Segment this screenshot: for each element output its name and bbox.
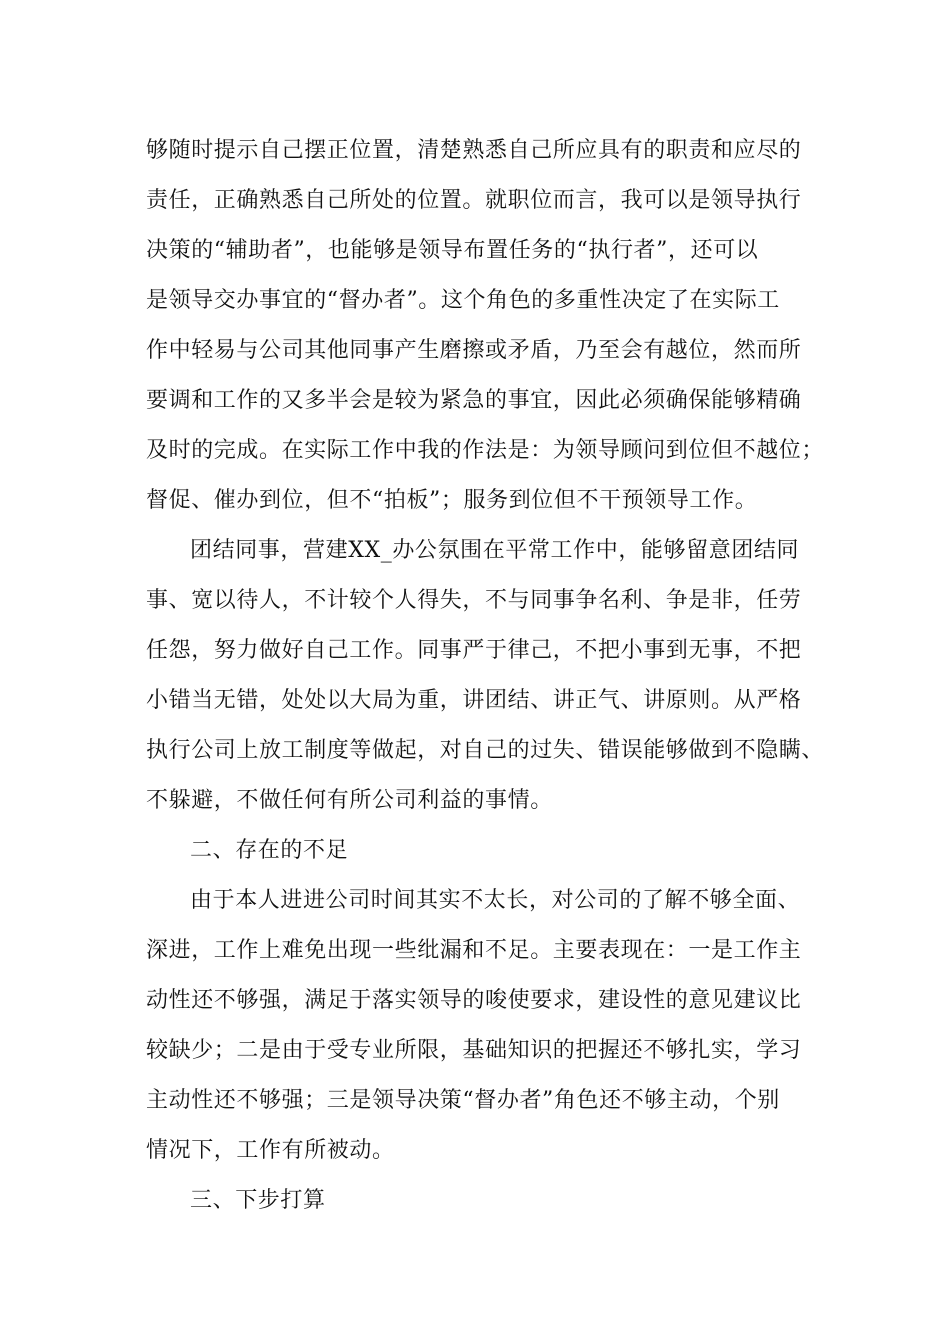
text-line: 深进，工作上难免出现一些纰漏和不足。主要表现在：一是工作主: [146, 938, 802, 963]
text-line: 小错当无错，处处以大局为重，讲团结、讲正气、讲原则。从严格: [146, 688, 802, 713]
text-line: 动性还不够强，满足于落实领导的唆使要求，建设性的意见建议比: [146, 988, 802, 1013]
text-line: 及时的完成。在实际工作中我的作法是：为领导顾问到位但不越位；: [146, 438, 825, 463]
text-line: 事、宽以待人，不计较个人得失，不与同事争名利、争是非，任劳: [146, 588, 802, 613]
text-line: 要调和工作的又多半会是较为紧急的事宜，因此必须确保能够精确: [146, 388, 802, 413]
paragraph-start-line: 团结同事，营建XX_办公氛围在平常工作中，能够留意团结同: [190, 538, 800, 563]
text-line: 情况下，工作有所被动。: [146, 1138, 395, 1163]
text-line: 主动性还不够强；三是领导决策“督办者”角色还不够主动，个别: [146, 1088, 780, 1113]
text-line: 够随时提示自己摆正位置，清楚熟悉自己所应具有的职责和应尽的: [146, 138, 802, 163]
section-heading: 三、下步打算: [190, 1188, 326, 1213]
text-line: 决策的“辅助者”，也能够是领导布置任务的“执行者”，还可以: [146, 238, 759, 263]
text-line: 责任，正确熟悉自己所处的位置。就职位而言，我可以是领导执行: [146, 188, 802, 213]
paragraph-start-line: 由于本人进进公司时间其实不太长，对公司的了解不够全面、: [190, 888, 801, 913]
text-line: 作中轻易与公司其他同事产生磨擦或矛盾，乃至会有越位，然而所: [146, 338, 802, 363]
section-heading: 二、存在的不足: [190, 838, 349, 863]
text-line: 是领导交办事宜的“督办者”。这个角色的多重性决定了在实际工: [146, 288, 780, 313]
text-line: 执行公司上放工制度等做起，对自己的过失、错误能够做到不隐瞒、: [146, 738, 825, 763]
text-line: 较缺少；二是由于受专业所限，基础知识的把握还不够扎实，学习: [146, 1038, 802, 1063]
text-line: 不躲避，不做任何有所公司利益的事情。: [146, 788, 553, 813]
text-line: 督促、催办到位，但不“拍板”；服务到位但不干预领导工作。: [146, 488, 758, 513]
text-line: 任怨，努力做好自己工作。同事严于律己，不把小事到无事，不把: [146, 638, 802, 663]
